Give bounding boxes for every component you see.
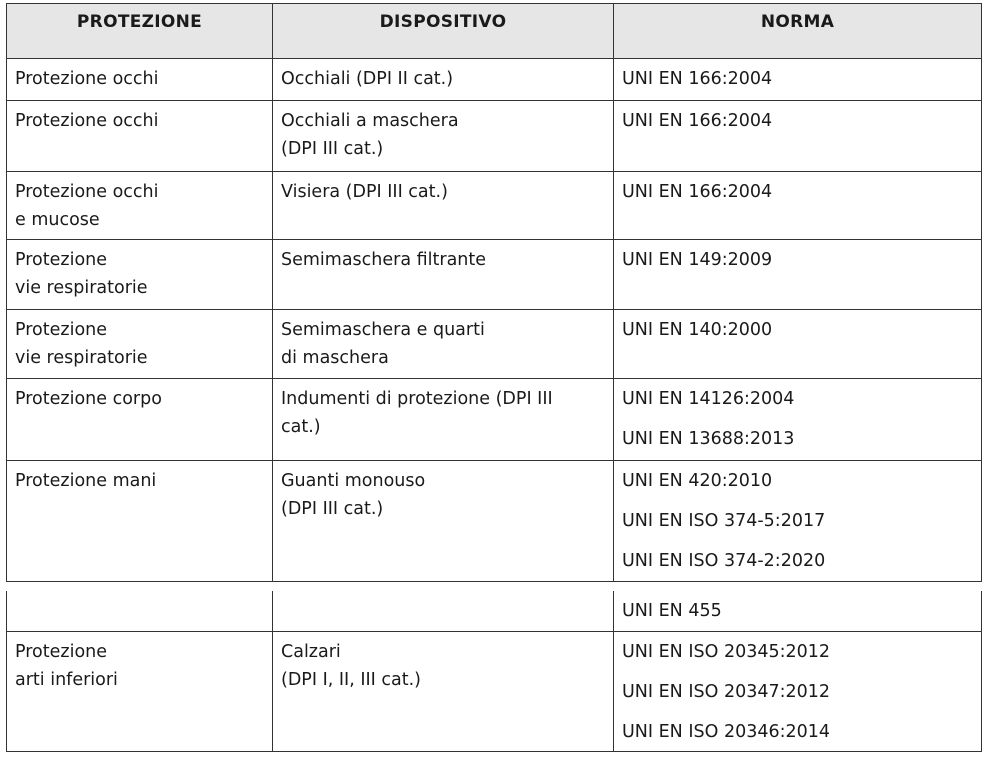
cell-protezione-empty: [7, 591, 273, 631]
cell-dispositivo: Semimaschera filtrante: [273, 240, 614, 310]
cell-dispositivo: Visiera (DPI III cat.): [273, 172, 614, 240]
cell-dispositivo: Indumenti di protezione (DPI III cat.): [273, 379, 614, 461]
cell-dispositivo: Calzari (DPI I, II, III cat.): [273, 631, 614, 751]
cell-protezione: Protezione occhi: [7, 59, 273, 101]
table-row: [7, 461, 982, 582]
cell-protezione: Protezione arti inferiori: [7, 631, 273, 751]
table-row: [7, 172, 982, 240]
table-row: [7, 310, 982, 379]
header-dispositivo: DISPOSITIVO: [273, 4, 614, 59]
cell-norma: UNI EN 166:2004: [614, 101, 982, 172]
cell-dispositivo: Guanti monouso (DPI III cat.): [273, 461, 614, 582]
cell-protezione: Protezione occhi e mucose: [7, 172, 273, 240]
cell-norma: UNI EN 166:2004: [614, 59, 982, 101]
cell-norma: UNI EN 140:2000: [614, 310, 982, 379]
cell-protezione: Protezione corpo: [7, 379, 273, 461]
cell-dispositivo: Occhiali (DPI II cat.): [273, 59, 614, 101]
table-row: [7, 101, 982, 172]
table-row: [7, 631, 982, 751]
cell-norma: UNI EN 420:2010 UNI EN ISO 374-5:2017 UNI EN ISO 374-2:2020: [614, 461, 982, 582]
cell-dispositivo-empty: [273, 591, 614, 631]
table-row: [7, 240, 982, 310]
cell-norma: UNI EN ISO 20345:2012 UNI EN ISO 20347:2012 UNI EN ISO 20346:2014: [614, 631, 982, 751]
header-protezione: PROTEZIONE: [7, 4, 273, 59]
table-row: [7, 59, 982, 101]
cell-norma: UNI EN 14126:2004 UNI EN 13688:2013: [614, 379, 982, 461]
cell-protezione: Protezione vie respiratorie: [7, 310, 273, 379]
cell-protezione: Protezione vie respiratorie: [7, 240, 273, 310]
dpi-table-continuation: [6, 591, 982, 752]
table-header-row: [7, 4, 982, 59]
table-row-continuation: [7, 591, 982, 631]
header-norma: NORMA: [614, 4, 982, 59]
cell-dispositivo: Occhiali a maschera (DPI III cat.): [273, 101, 614, 172]
cell-norma: UNI EN 166:2004: [614, 172, 982, 240]
dpi-table: [6, 3, 982, 582]
cell-norma: UNI EN 149:2009: [614, 240, 982, 310]
cell-protezione: Protezione mani: [7, 461, 273, 582]
cell-protezione: Protezione occhi: [7, 101, 273, 172]
cell-norma: UNI EN 455: [614, 591, 982, 631]
cell-dispositivo: Semimaschera e quarti di maschera: [273, 310, 614, 379]
table-row: [7, 379, 982, 461]
